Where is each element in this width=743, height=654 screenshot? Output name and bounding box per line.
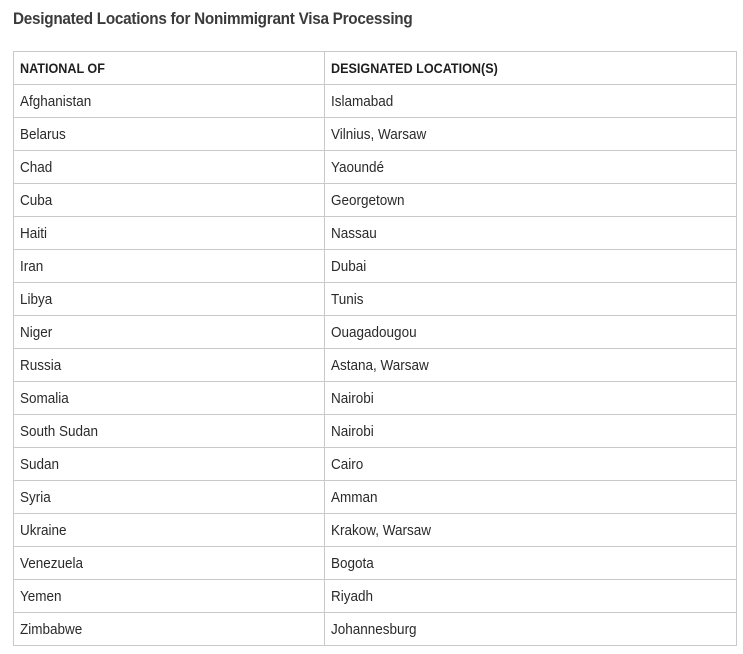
cell-designated-location: Islamabad bbox=[325, 85, 737, 118]
table-header-row bbox=[14, 52, 737, 85]
table-row bbox=[14, 382, 737, 415]
cell-designated-location: Nairobi bbox=[325, 415, 737, 448]
column-header-designated-locations: DESIGNATED LOCATION(S) bbox=[325, 52, 737, 85]
table-body bbox=[14, 85, 737, 646]
cell-national-of: Belarus bbox=[14, 118, 325, 151]
cell-national-of: Yemen bbox=[14, 580, 325, 613]
cell-national-of: Ukraine bbox=[14, 514, 325, 547]
cell-national-of: Niger bbox=[14, 316, 325, 349]
cell-designated-location: Nairobi bbox=[325, 382, 737, 415]
cell-designated-location: Nassau bbox=[325, 217, 737, 250]
cell-designated-location: Riyadh bbox=[325, 580, 737, 613]
cell-national-of: Russia bbox=[14, 349, 325, 382]
cell-national-of: Iran bbox=[14, 250, 325, 283]
table-row bbox=[14, 580, 737, 613]
cell-designated-location: Ouagadougou bbox=[325, 316, 737, 349]
cell-national-of: Cuba bbox=[14, 184, 325, 217]
cell-designated-location: Amman bbox=[325, 481, 737, 514]
table-row bbox=[14, 118, 737, 151]
cell-designated-location: Dubai bbox=[325, 250, 737, 283]
cell-designated-location: Georgetown bbox=[325, 184, 737, 217]
table-row bbox=[14, 514, 737, 547]
table-row bbox=[14, 184, 737, 217]
cell-designated-location: Cairo bbox=[325, 448, 737, 481]
table-row bbox=[14, 415, 737, 448]
cell-designated-location: Krakow, Warsaw bbox=[325, 514, 737, 547]
cell-designated-location: Bogota bbox=[325, 547, 737, 580]
table-row bbox=[14, 250, 737, 283]
table-row bbox=[14, 151, 737, 184]
cell-designated-location: Astana, Warsaw bbox=[325, 349, 737, 382]
cell-designated-location: Tunis bbox=[325, 283, 737, 316]
column-header-national-of: NATIONAL OF bbox=[14, 52, 325, 85]
cell-designated-location: Vilnius, Warsaw bbox=[325, 118, 737, 151]
cell-national-of: Haiti bbox=[14, 217, 325, 250]
cell-designated-location: Johannesburg bbox=[325, 613, 737, 646]
table-row bbox=[14, 547, 737, 580]
page-title: Designated Locations for Nonimmigrant Visa Processing bbox=[13, 9, 413, 28]
cell-national-of: Syria bbox=[14, 481, 325, 514]
table-row bbox=[14, 85, 737, 118]
table-row bbox=[14, 613, 737, 646]
table-row bbox=[14, 481, 737, 514]
cell-national-of: Afghanistan bbox=[14, 85, 325, 118]
cell-national-of: Venezuela bbox=[14, 547, 325, 580]
cell-designated-location: Yaoundé bbox=[325, 151, 737, 184]
designated-locations-table bbox=[13, 51, 737, 646]
cell-national-of: Chad bbox=[14, 151, 325, 184]
cell-national-of: Zimbabwe bbox=[14, 613, 325, 646]
cell-national-of: South Sudan bbox=[14, 415, 325, 448]
table-row bbox=[14, 448, 737, 481]
cell-national-of: Sudan bbox=[14, 448, 325, 481]
table-row bbox=[14, 316, 737, 349]
table-row bbox=[14, 217, 737, 250]
table-row bbox=[14, 349, 737, 382]
table-row bbox=[14, 283, 737, 316]
cell-national-of: Somalia bbox=[14, 382, 325, 415]
cell-national-of: Libya bbox=[14, 283, 325, 316]
